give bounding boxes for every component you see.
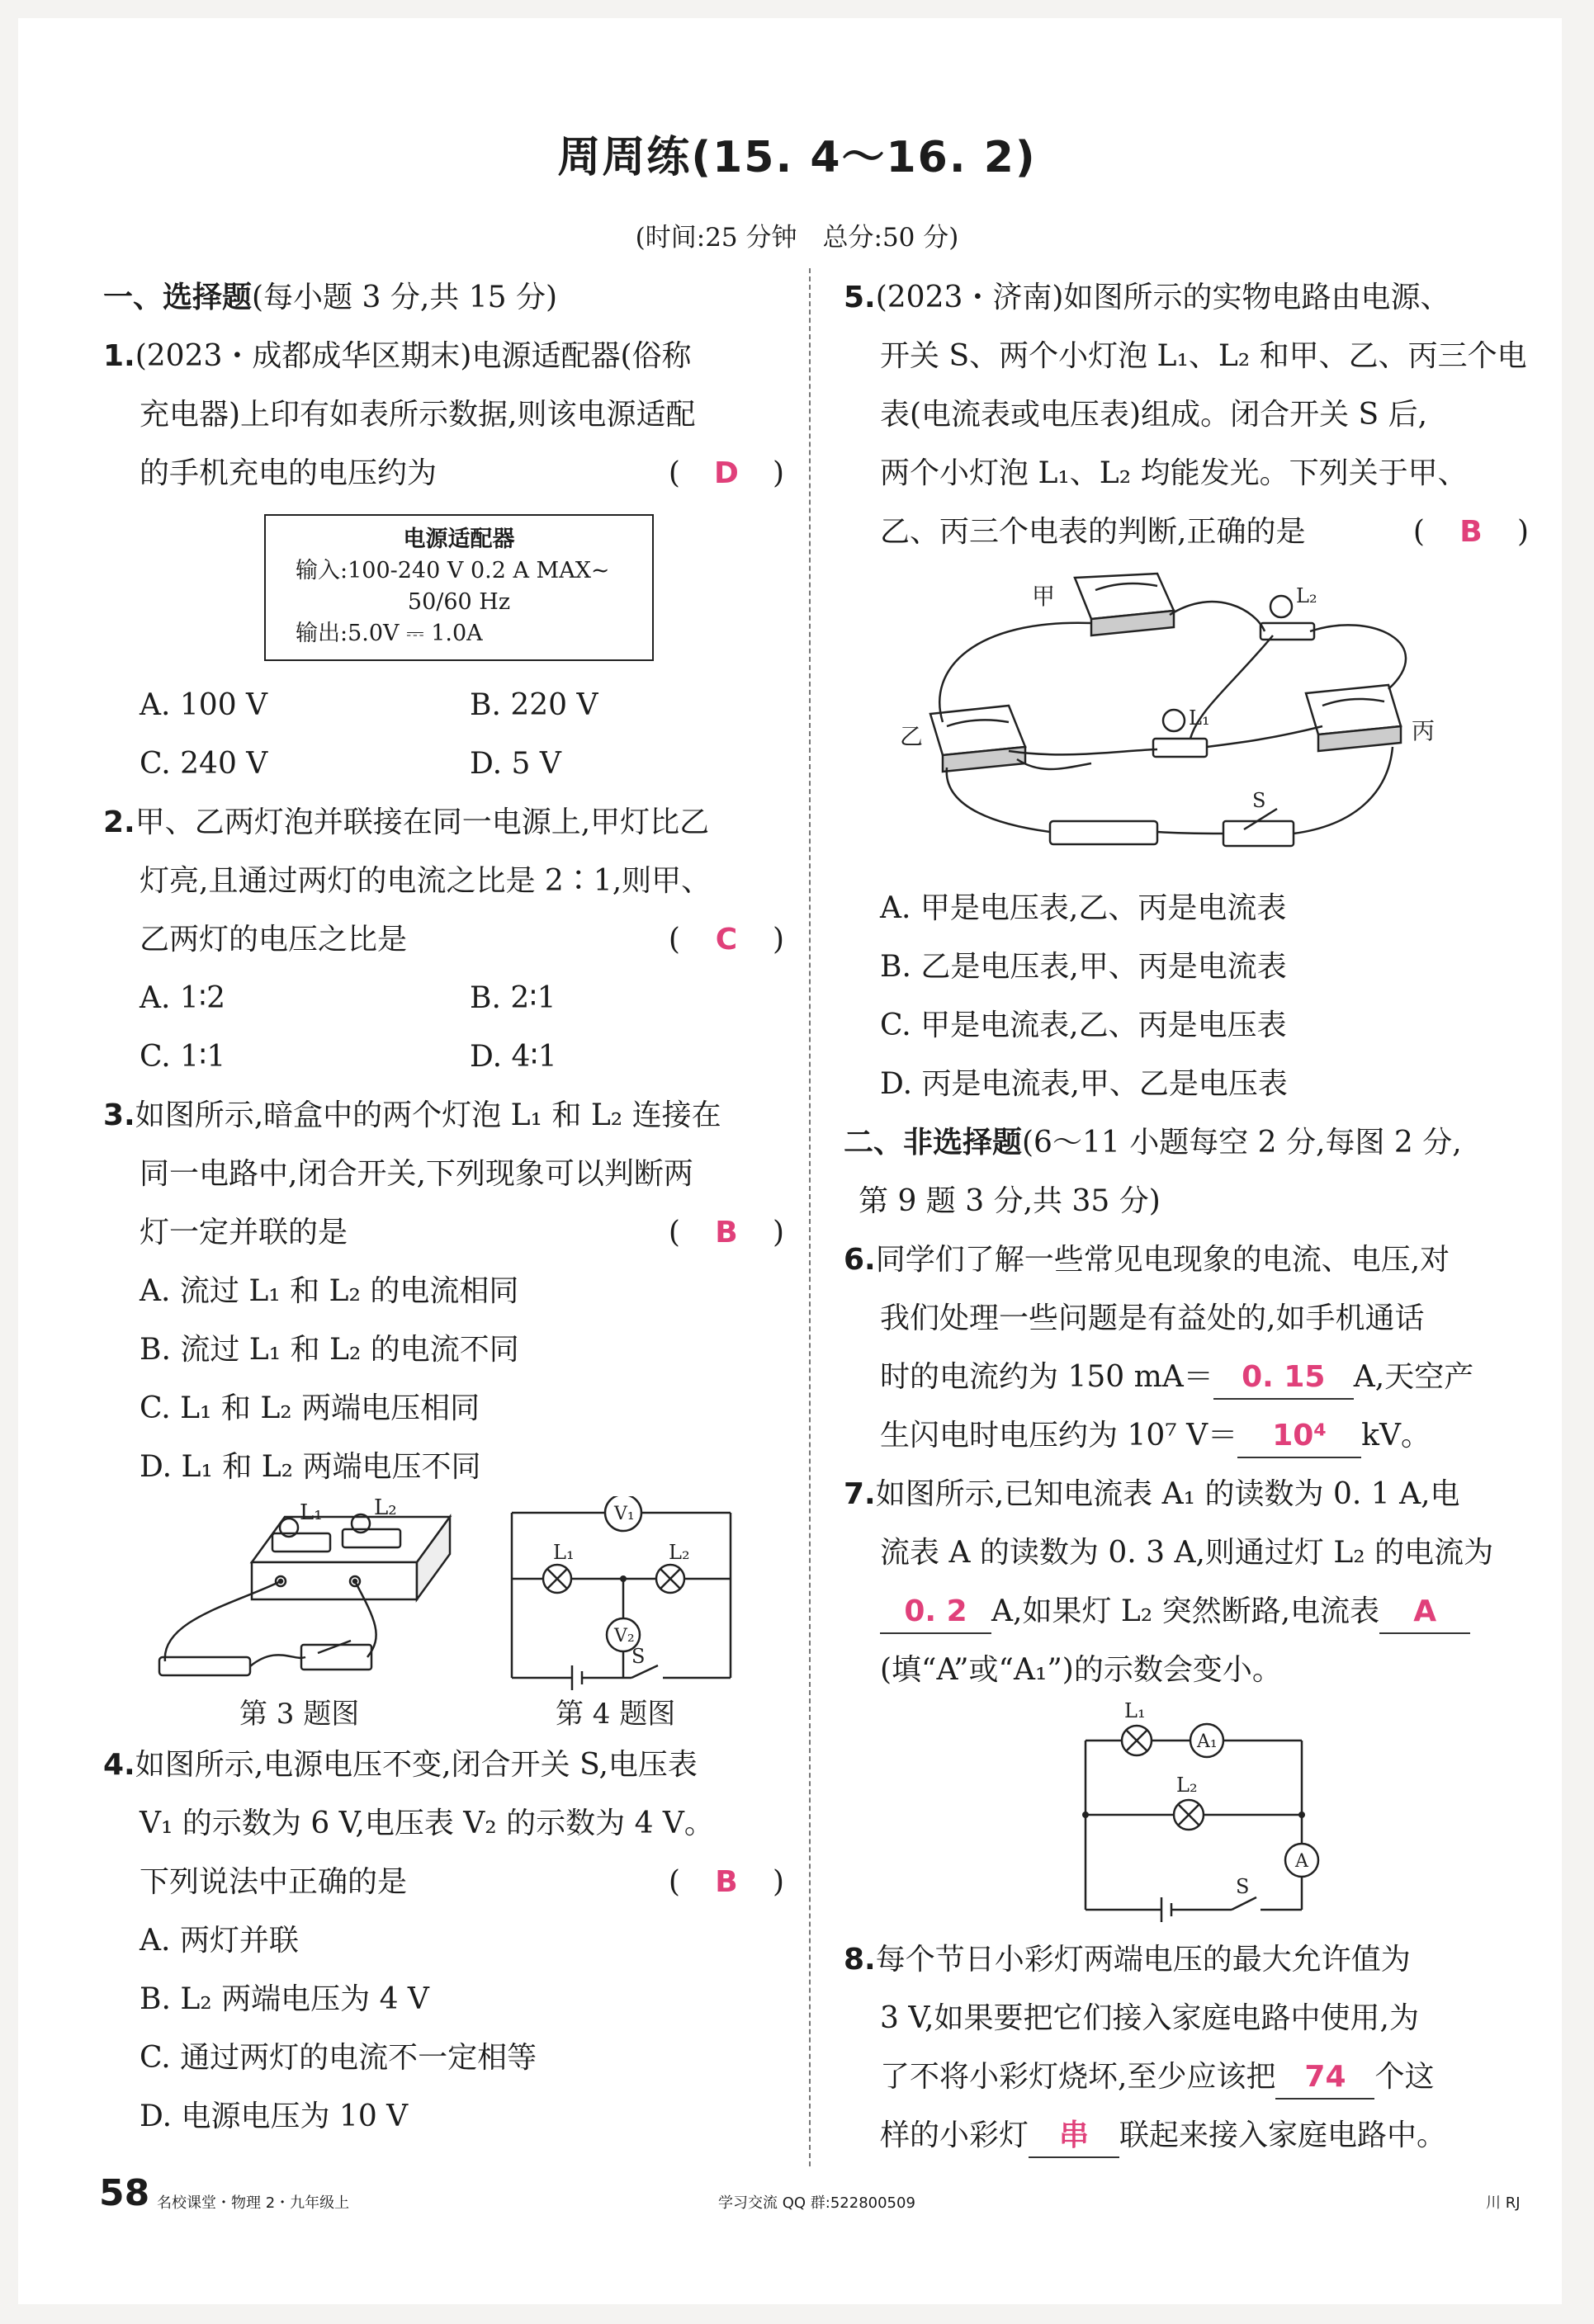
page-title: 周周练(15. 4～16. 2) [557, 133, 1037, 182]
q6-line-2: 我们处理一些问题是有益处的,如手机通话 [880, 1301, 1425, 1335]
q7-line-4: (填“A”或“A₁”)的示数会变小。 [880, 1653, 1282, 1687]
q1-line-2: 充电器)上印有如表所示数据,则该电源适配 [140, 398, 696, 432]
fig5-svg [844, 561, 1529, 879]
fig4-l2-label: L₂ [669, 1541, 690, 1564]
fig5-yi-label: 乙 [900, 723, 924, 750]
q1-options-row-2: C. 240 V D. 5 V [140, 747, 561, 781]
q5-line-4: 两个小灯泡 L₁、L₂ 均能发光。下列关于甲、 [880, 456, 1468, 490]
q6-blank-2: 10⁴ [1237, 1415, 1361, 1458]
adapter-table-heading: 电源适配器 [403, 527, 515, 552]
fig5-jia-label: 甲 [1032, 583, 1056, 610]
q1-line-3: 的手机充电的电压约为 ( D ) [103, 444, 784, 503]
q6-line-3: 时的电流约为 150 mA＝ 0. 15 A,天空产 [844, 1348, 1529, 1406]
footer-edition: 川 RJ [1486, 2194, 1521, 2212]
right-column [844, 268, 1529, 2165]
page-number: 58 [99, 2172, 150, 2214]
fig4-caption: 第 4 题图 [556, 1698, 676, 1731]
q3-option-c: C. L₁ 和 L₂ 两端电压相同 [140, 1391, 480, 1425]
q5-line-1: 5.(2023・济南)如图所示的实物电路由电源、 [844, 281, 1450, 314]
q3-option-a: A. 流过 L₁ 和 L₂ 的电流相同 [140, 1274, 519, 1308]
fig7-circuit [844, 1699, 1529, 1930]
fig7-a1-label: A₁ [1197, 1731, 1218, 1752]
q7-blank-2: A [1379, 1591, 1470, 1634]
adapter-input-line: 输入:100-240 V 0.2 A MAX~ [296, 558, 610, 583]
section-2-heading: 二、非选择题(6～11 小题每空 2 分,每图 2 分, [844, 1126, 1462, 1160]
fig7-l1-label: L₁ [1124, 1699, 1146, 1722]
column-divider [809, 268, 811, 2166]
fig4-v1-label: V₁ [614, 1504, 635, 1524]
q4-option-c: C. 通过两灯的电流不一定相等 [140, 2041, 537, 2075]
q6-line-4: 生闪电时电压约为 10⁷ V＝ 10⁴ kV。 [844, 1406, 1529, 1465]
q2-options-row-1: A. 1∶2 B. 2∶1 [140, 981, 556, 1015]
q8-blank-1: 74 [1275, 2057, 1374, 2100]
fig4-switch-label: S [631, 1645, 646, 1668]
q5-option-b: B. 乙是电压表,甲、丙是电流表 [880, 950, 1287, 984]
fig5-l2-label: L₂ [1296, 584, 1317, 607]
adapter-label-table [264, 514, 654, 661]
footer-book-title: 名校课堂・物理 2・九年级上 [157, 2194, 350, 2212]
fig5-l1-label: L₁ [1189, 706, 1210, 730]
fig7-a-label: A [1295, 1851, 1308, 1872]
q4-option-d: D. 电源电压为 10 V [140, 2100, 409, 2133]
q8-line-2: 3 V,如果要把它们接入家庭电路中使用,为 [880, 2001, 1419, 2035]
q4-line-3: 下列说法中正确的是 ( B ) [103, 1853, 784, 1911]
q2-line-3: 乙两灯的电压之比是 ( C ) [103, 910, 784, 969]
q1-options-row-1: A. 100 V B. 220 V [140, 688, 598, 722]
figures-3-4 [103, 1496, 784, 1736]
fig4-v2-label: V₂ [614, 1626, 635, 1646]
q3-option-b: B. 流过 L₁ 和 L₂ 的电流不同 [140, 1333, 519, 1367]
fig3-l2-label: L₂ [374, 1496, 397, 1520]
q6-line-1: 6.同学们了解一些常见电现象的电流、电压,对 [844, 1243, 1450, 1277]
q3-option-d: D. L₁ 和 L₂ 两端电压不同 [140, 1450, 481, 1484]
q5-line-2: 开关 S、两个小灯泡 L₁、L₂ 和甲、乙、丙三个电 [880, 339, 1527, 373]
fig3-fig4-svg [103, 1496, 784, 1736]
fig5-switch-label: S [1252, 789, 1266, 812]
q5-line-3: 表(电流表或电压表)组成。闭合开关 S 后, [880, 398, 1428, 432]
fig3-l1-label: L₁ [300, 1500, 323, 1525]
q4-option-b: B. L₂ 两端电压为 4 V [140, 1982, 429, 2016]
q7-line-1: 7.如图所示,已知电流表 A₁ 的读数为 0. 1 A,电 [844, 1477, 1460, 1511]
q3-answer: B [715, 1216, 738, 1249]
fig5-bing-label: 丙 [1412, 717, 1436, 744]
q3-line-3: 灯一定并联的是 ( B ) [103, 1203, 784, 1262]
q8-line-1: 8.每个节日小彩灯两端电压的最大允许值为 [844, 1943, 1411, 1977]
fig4-l1-label: L₁ [553, 1541, 575, 1564]
q5-option-d: D. 丙是电流表,甲、乙是电压表 [880, 1067, 1288, 1101]
q5-option-a: A. 甲是电压表,乙、丙是电流表 [880, 891, 1287, 925]
q2-answer: C [715, 923, 738, 957]
time-score-info: (时间:25 分钟 总分:50 分) [635, 223, 959, 253]
q2-line-1: 2.甲、乙两灯泡并联接在同一电源上,甲灯比乙 [103, 805, 710, 839]
q3-line-2: 同一电路中,闭合开关,下列现象可以判断两 [140, 1157, 693, 1191]
q1-answer: D [714, 456, 739, 490]
adapter-output-line: 输出:5.0V ⎓ 1.0A [296, 621, 483, 646]
q7-blank-1: 0. 2 [880, 1591, 991, 1634]
q8-line-4: 样的小彩灯 串 联起来接入家庭电路中。 [844, 2106, 1529, 2165]
q2-line-2: 灯亮,且通过两灯的电流之比是 2∶1,则甲、 [140, 864, 712, 898]
q7-line-2: 流表 A 的读数为 0. 3 A,则通过灯 L₂ 的电流为 [880, 1536, 1494, 1570]
q6-blank-1: 0. 15 [1213, 1357, 1354, 1400]
q5-option-c: C. 甲是电流表,乙、丙是电压表 [880, 1008, 1287, 1042]
q1-line-1: 1.(2023・成都成华区期末)电源适配器(俗称 [103, 339, 692, 373]
fig4-circuit [512, 1496, 731, 1690]
fig3-dark-box [159, 1514, 450, 1675]
q4-line-2: V₁ 的示数为 6 V,电压表 V₂ 的示数为 4 V。 [140, 1807, 714, 1840]
adapter-input-frequency: 50/60 Hz [407, 589, 511, 615]
q5-line-5: 乙、丙三个电表的判断,正确的是 ( B ) [844, 503, 1529, 561]
q4-option-a: A. 两灯并联 [140, 1924, 299, 1958]
fig5-physical-circuit [844, 561, 1529, 879]
fig7-svg [844, 1699, 1529, 1930]
fig7-l2-label: L₂ [1176, 1774, 1198, 1797]
q7-line-3: 0. 2 A,如果灯 L₂ 突然断路,电流表 A [844, 1582, 1529, 1641]
q3-line-1: 3.如图所示,暗盒中的两个灯泡 L₁ 和 L₂ 连接在 [103, 1098, 721, 1132]
q4-answer: B [715, 1865, 738, 1899]
q8-blank-2: 串 [1029, 2115, 1119, 2158]
q2-options-row-2: C. 1∶1 D. 4∶1 [140, 1040, 557, 1074]
fig7-switch-label: S [1236, 1875, 1250, 1898]
section-1-heading: 一、选择题(每小题 3 分,共 15 分) [103, 281, 558, 314]
footer-qq-group: 学习交流 QQ 群:522800509 [718, 2194, 915, 2212]
q4-line-1: 4.如图所示,电源电压不变,闭合开关 S,电压表 [103, 1748, 698, 1782]
fig3-caption: 第 3 题图 [239, 1698, 360, 1731]
section-2-note: 第 9 题 3 分,共 35 分) [858, 1184, 1161, 1218]
q5-answer: B [1459, 515, 1483, 549]
left-column [103, 268, 784, 2146]
q8-line-3: 了不将小彩灯烧坏,至少应该把 74 个这 [844, 2048, 1529, 2106]
